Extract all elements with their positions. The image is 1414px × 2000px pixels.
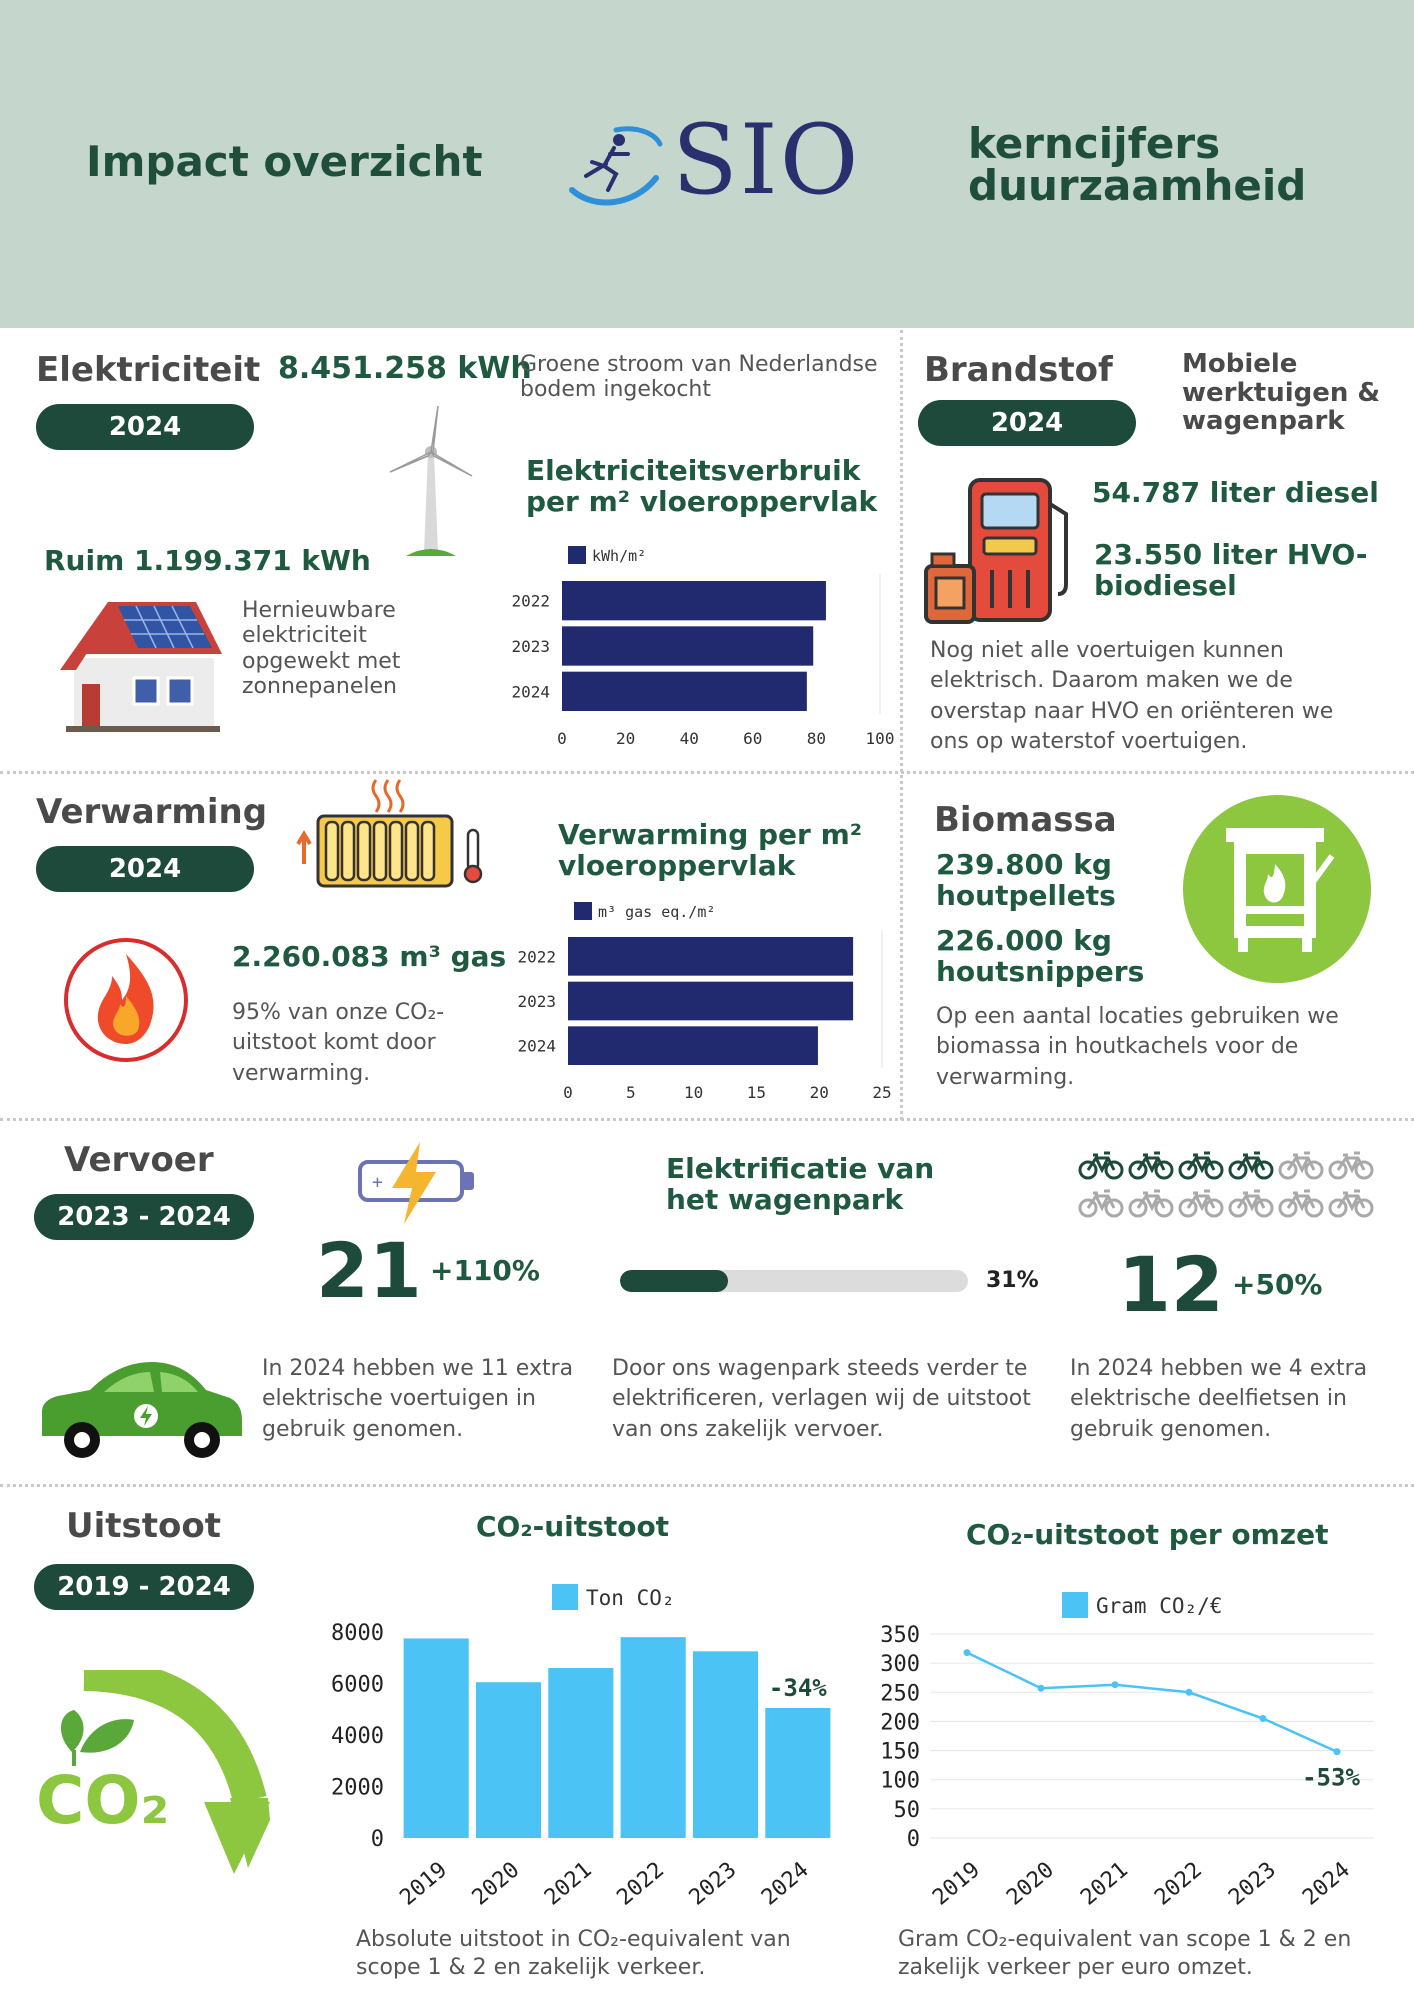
- divider-row-1: [0, 771, 1414, 774]
- vervoer-bike-change: +50%: [1232, 1268, 1323, 1301]
- elec-category-label: 2022: [511, 591, 550, 611]
- header-right-title-1: kerncijfers: [968, 119, 1221, 168]
- wood-stove-icon: [1182, 794, 1372, 984]
- vervoer-ev-count: 21: [316, 1226, 422, 1315]
- battery-charge-icon: [356, 1140, 480, 1226]
- verwarming-title: Verwarming: [36, 792, 268, 832]
- elec-bar: [562, 581, 826, 620]
- verw-category-label: 2023: [517, 992, 556, 1011]
- elektriciteit-kwh-solar: Ruim 1.199.371 kWh: [44, 544, 371, 577]
- omzet-category-label: 2022: [1150, 1857, 1207, 1911]
- elec-category-label: 2024: [511, 682, 550, 702]
- omzet-tick-label: 0: [906, 1827, 920, 1852]
- co2-legend-label: Ton CO₂: [586, 1586, 675, 1610]
- elektriciteit-year-badge: 2024: [36, 404, 254, 450]
- omzet-tick-label: 50: [893, 1797, 920, 1823]
- vervoer-bike-desc: In 2024 hebben we 4 extra elektrische deelfietsen in gebruik genomen.: [1070, 1356, 1368, 1442]
- omzet-tick-label: 250: [880, 1681, 920, 1707]
- omzet-point: [1112, 1681, 1119, 1688]
- co2-tick-label: 4000: [331, 1724, 384, 1749]
- header-right-title-2: duurzaamheid: [968, 161, 1307, 210]
- vervoer-bike-count: 12: [1118, 1240, 1224, 1329]
- brandstof-diesel: 54.787 liter diesel: [1092, 476, 1379, 509]
- omzet-tick-label: 200: [880, 1710, 920, 1736]
- omzet-category-label: 2024: [1298, 1857, 1355, 1911]
- elektriciteit-title: Elektriciteit: [36, 350, 261, 390]
- bike-icon: [1128, 1150, 1174, 1180]
- elektriciteit-kwh-bought: 8.451.258 kWh: [278, 351, 532, 386]
- elektriciteit-solar-desc: Hernieuwbare elektriciteit opgewekt met zonnepanelen: [242, 598, 401, 699]
- co2-category-label: 2023: [684, 1857, 742, 1911]
- co2-label: CO₂: [36, 1762, 170, 1839]
- elec-legend-swatch: [568, 546, 586, 564]
- svg-text:+: +: [372, 1172, 383, 1193]
- co2-bar: [476, 1682, 541, 1838]
- verw-category-label: 2024: [517, 1036, 556, 1056]
- co2-tick-label: 0: [370, 1827, 384, 1852]
- header-left-title: Impact overzicht: [86, 137, 483, 186]
- elec-tick-label: 60: [743, 729, 763, 748]
- co2-tick-label: 6000: [331, 1672, 384, 1698]
- biomassa-title: Biomassa: [934, 800, 1117, 840]
- bike-icon: [1328, 1150, 1374, 1180]
- electrification-progress-fill: [620, 1270, 728, 1292]
- verwarming-gas: 2.260.083 m³ gas: [232, 940, 507, 973]
- bike-icon: [1278, 1188, 1324, 1218]
- omzet-point: [964, 1649, 971, 1656]
- vervoer-ev-desc: In 2024 hebben we 11 extra elektrische voertuigen in gebruik genomen.: [262, 1356, 574, 1442]
- divider-row-2: [0, 1118, 1414, 1121]
- omzet-point: [1186, 1689, 1193, 1696]
- verw-tick-label: 5: [625, 1083, 636, 1102]
- co2-tick-label: 2000: [331, 1775, 384, 1801]
- brandstof-hvo: 23.550 liter HVO-biodiesel: [1094, 538, 1368, 602]
- bike-icon: [1078, 1150, 1124, 1180]
- verw-category-label: 2022: [517, 947, 556, 967]
- omzet-legend-swatch: [1062, 1592, 1088, 1618]
- co2-bar: [404, 1638, 469, 1838]
- brandstof-year-badge: 2024: [918, 400, 1136, 446]
- solar-house-icon: [56, 596, 226, 732]
- elec-bar: [562, 672, 807, 711]
- verwarming-desc: 95% van onze CO₂-uitstoot komt door verwarming.: [232, 1000, 445, 1086]
- electrification-progress-label: 31%: [986, 1268, 1039, 1293]
- verwarming-chart-title: Verwarming per m² vloeroppervlak: [558, 818, 863, 882]
- verw-bar: [568, 937, 853, 976]
- uitstoot-years-badge: 2019 - 2024: [34, 1564, 254, 1610]
- wind-turbine-icon: [376, 402, 486, 562]
- bike-icon: [1178, 1188, 1224, 1218]
- co2-chart-title: CO₂-uitstoot: [476, 1510, 670, 1543]
- co2-tick-label: 8000: [331, 1621, 384, 1646]
- uitstoot-title: Uitstoot: [66, 1506, 221, 1546]
- sio-logo: [564, 104, 861, 218]
- logo-text: SIO: [672, 104, 861, 216]
- omzet-point: [1334, 1748, 1341, 1755]
- chart-verwarming: [486, 896, 902, 1114]
- chart-co2-per-omzet: [860, 1580, 1394, 1920]
- omzet-tick-label: 150: [880, 1739, 920, 1765]
- omzet-series-line: [967, 1653, 1337, 1752]
- bike-icon: [1078, 1188, 1124, 1218]
- verwarming-year-badge: 2024: [36, 846, 254, 892]
- brandstof-desc: Nog niet alle voertuigen kunnen elektrisch. Daarom maken we de overstap naar HVO en oriënteren we ons op waterstof voertuigen.: [930, 638, 1334, 755]
- omzet-category-label: 2023: [1224, 1857, 1281, 1911]
- verw-tick-label: 0: [563, 1083, 573, 1102]
- omzet-tick-label: 350: [880, 1623, 920, 1648]
- elec-tick-label: 100: [865, 729, 895, 748]
- bike-icon: [1228, 1188, 1274, 1218]
- co2-annotation: -34%: [768, 1673, 827, 1702]
- bike-icon: [1128, 1188, 1174, 1218]
- bike-icon-grid: [1078, 1150, 1378, 1222]
- brandstof-title: Brandstof: [924, 350, 1113, 390]
- electrification-desc: Door ons wagenpark steeds verder te elektrificeren, verlagen wij de uitstoot van ons zakelijk vervoer.: [612, 1356, 1031, 1442]
- flame-icon: [62, 936, 190, 1064]
- co2-arrow-icon: [34, 1670, 274, 1880]
- verw-legend-label: m³ gas eq./m²: [598, 903, 716, 921]
- co2-legend-swatch: [552, 1584, 578, 1610]
- elec-category-label: 2023: [511, 637, 550, 656]
- biomassa-desc: Op een aantal locaties gebruiken we biomassa in houtkachels voor de verwarming.: [936, 1004, 1339, 1090]
- omzet-tick-label: 300: [880, 1652, 920, 1678]
- elektriciteit-chart-title: Elektriciteitsverbruik per m² vloeroppervlak: [526, 454, 878, 518]
- elektriciteit-bought-desc: Groene stroom van Nederlandse bodem ingekocht: [520, 352, 878, 403]
- elec-bar: [562, 626, 813, 665]
- elec-tick-label: 20: [615, 729, 636, 748]
- electric-car-icon: [34, 1348, 246, 1466]
- vervoer-title: Vervoer: [64, 1140, 214, 1180]
- verw-bar: [568, 982, 853, 1021]
- bike-icon: [1228, 1150, 1274, 1180]
- omzet-category-label: 2020: [1002, 1857, 1059, 1911]
- electrification-progress-track: [620, 1270, 968, 1292]
- omzet-legend-label: Gram CO₂/€: [1096, 1594, 1223, 1618]
- omzet-tick-label: 100: [880, 1768, 920, 1794]
- biomassa-pellets: 239.800 kg houtpellets: [936, 848, 1116, 912]
- verw-tick-label: 15: [746, 1083, 767, 1102]
- co2-category-label: 2020: [467, 1857, 525, 1911]
- divider-row-3: [0, 1484, 1414, 1487]
- vervoer-ev-change: +110%: [430, 1254, 540, 1287]
- omzet-point: [1260, 1715, 1267, 1722]
- co2-bar: [693, 1651, 758, 1838]
- verw-tick-label: 20: [809, 1083, 829, 1102]
- omzet-category-label: 2021: [1076, 1857, 1133, 1911]
- elec-tick-label: 40: [679, 729, 699, 748]
- verw-legend-swatch: [574, 902, 592, 920]
- electrification-title: Elektrificatie van het wagenpark: [666, 1152, 935, 1216]
- fuel-pump-icon: [922, 474, 1074, 624]
- omzet-point: [1038, 1685, 1045, 1692]
- biomassa-snippers: 226.000 kg houtsnippers: [936, 924, 1145, 988]
- omzet-category-label: 2019: [928, 1857, 985, 1911]
- co2-bar: [765, 1708, 830, 1838]
- bike-icon: [1278, 1150, 1324, 1180]
- verw-bar: [568, 1026, 818, 1065]
- chart-co2-uitstoot: [300, 1570, 850, 1920]
- co2-category-label: 2019: [395, 1857, 453, 1911]
- elec-tick-label: 0: [557, 729, 567, 748]
- brandstof-subtitle: Mobiele werktuigen & wagenpark: [1182, 349, 1381, 437]
- elec-legend-label: kWh/m²: [592, 547, 647, 565]
- bike-icon: [1178, 1150, 1224, 1180]
- co2-category-label: 2021: [540, 1857, 597, 1911]
- radiator-icon: [290, 774, 490, 894]
- co2-bar: [548, 1668, 613, 1838]
- verw-tick-label: 25: [872, 1083, 892, 1102]
- vervoer-years-badge: 2023 - 2024: [34, 1194, 254, 1240]
- elec-tick-label: 80: [806, 729, 827, 748]
- co2-category-label: 2024: [757, 1857, 814, 1911]
- bike-icon: [1328, 1188, 1374, 1218]
- omzet-chart-caption: Gram CO₂-equivalent van scope 1 & 2 en zakelijk verkeer per euro omzet.: [898, 1927, 1352, 1980]
- co2-category-label: 2022: [612, 1857, 670, 1911]
- co2-bar: [621, 1637, 686, 1838]
- omzet-annotation: -53%: [1302, 1763, 1360, 1792]
- omzet-chart-title: CO₂-uitstoot per omzet: [966, 1518, 1329, 1551]
- co2-chart-caption: Absolute uitstoot in CO₂-equivalent van scope 1 & 2 en zakelijk verkeer.: [356, 1927, 791, 1980]
- verw-tick-label: 10: [683, 1083, 704, 1102]
- chart-elektriciteit: [480, 540, 900, 760]
